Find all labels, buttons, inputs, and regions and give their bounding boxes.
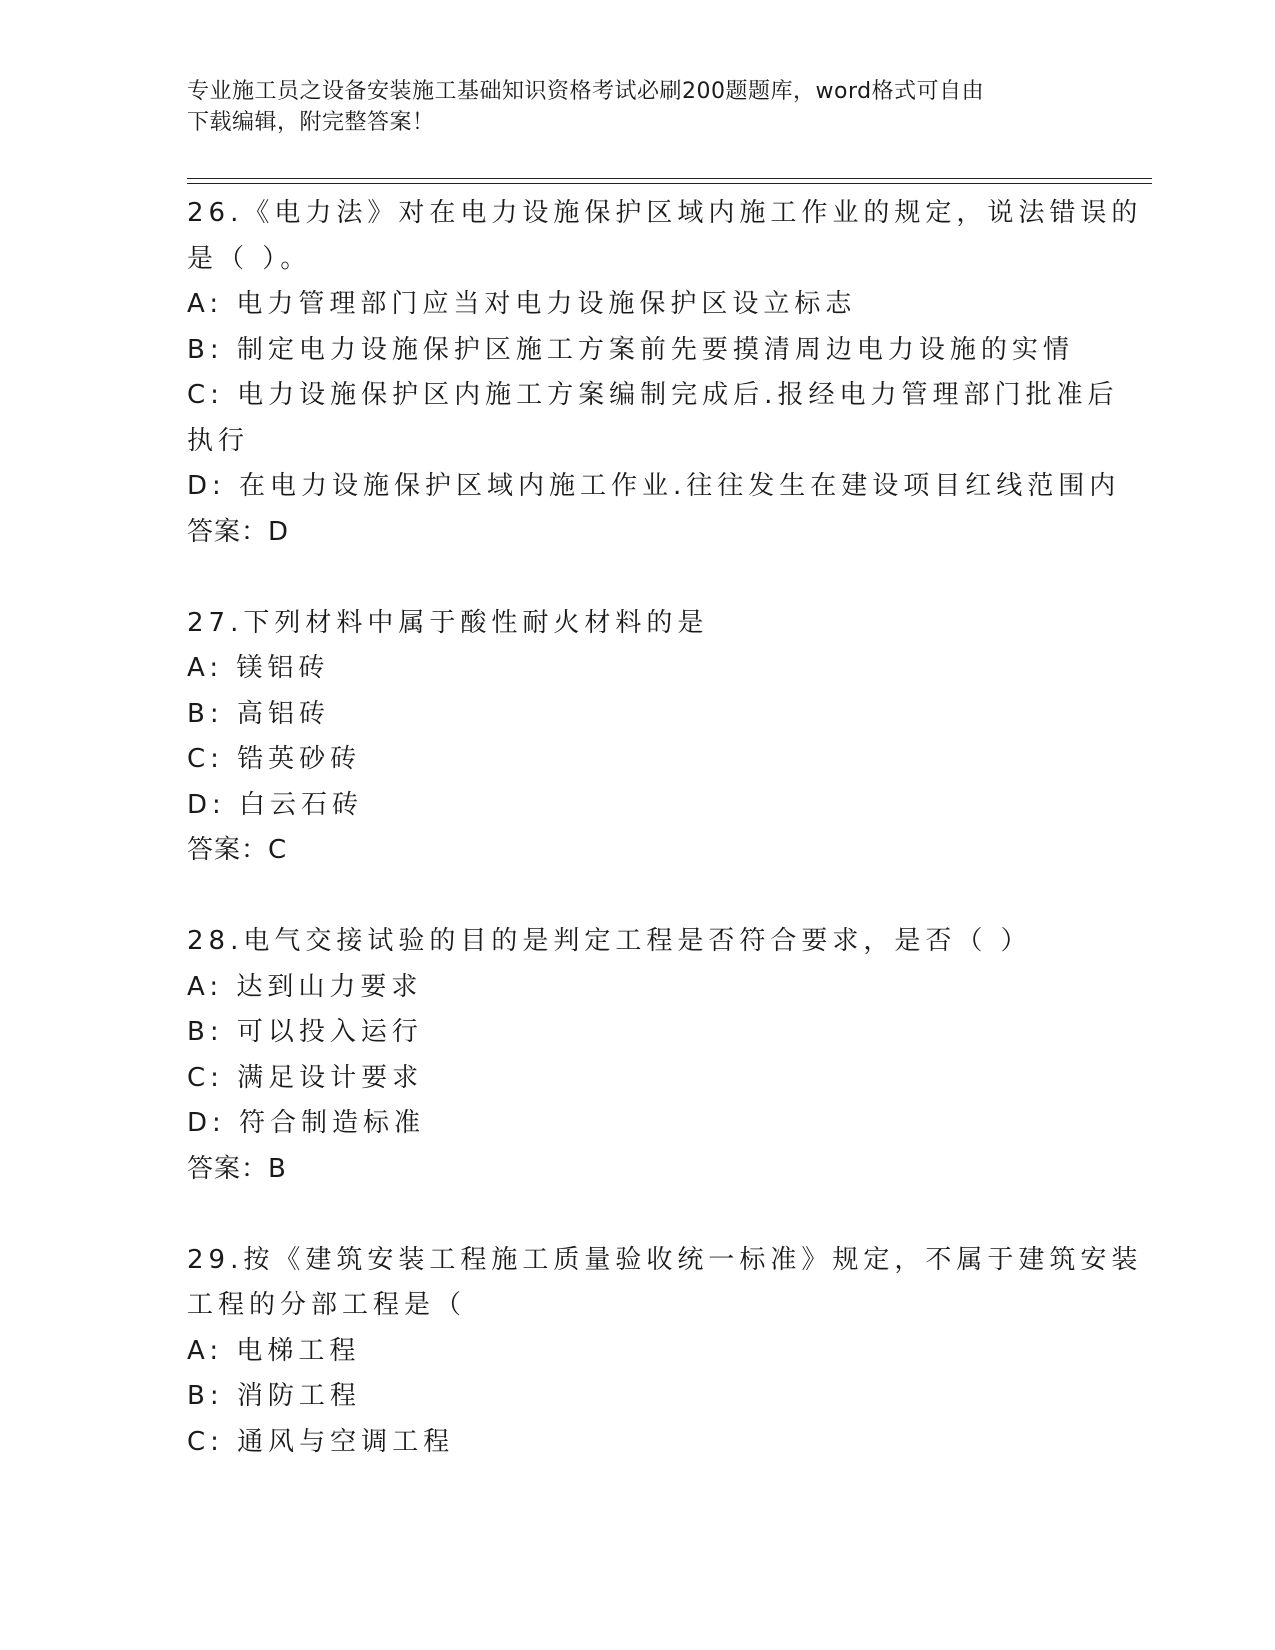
- header-divider-bottom: [187, 183, 1152, 184]
- question-stem-continued: 是（ ）。: [187, 243, 312, 274]
- option-c: C: 锆英砂砖: [187, 744, 362, 774]
- option-b: B: 可以投入运行: [187, 1017, 423, 1047]
- option-a: A: 电梯工程: [187, 1335, 361, 1366]
- header-divider-top: [187, 178, 1152, 179]
- spacer: [187, 874, 1087, 920]
- option-d: D: 在电力设施保护区域内施工作业.往往发生在建设项目红线范围内: [187, 471, 1121, 501]
- answer: 答案：B: [187, 1153, 287, 1184]
- question-list: [187, 191, 1143, 1465]
- document-header: [187, 76, 1067, 138]
- header-line-2: 下载编辑，附完整答案！: [187, 110, 435, 135]
- option-d: D: 符合制造标准: [187, 1108, 426, 1138]
- question-stem: 29.按《建筑安装工程施工质量验收统一标准》规定，不属于建筑安装: [187, 1244, 1143, 1275]
- option-a: A: 达到山力要求: [187, 971, 423, 1002]
- question-26: [187, 191, 1143, 555]
- question-28: [187, 919, 1087, 1192]
- header-line-1: 专业施工员之设备安装施工基础知识资格考试必刷200题题库，word格式可自由: [187, 79, 985, 104]
- answer: 答案：C: [187, 835, 288, 865]
- answer: 答案：D: [187, 516, 290, 547]
- option-c: C: 通风与空调工程: [187, 1426, 455, 1457]
- option-a: A: 镁铝砖: [187, 653, 330, 683]
- question-29: [187, 1238, 1143, 1466]
- question-stem: 28.电气交接试验的目的是判定工程是否符合要求，是否（ ）: [187, 926, 1032, 956]
- option-b: B: 制定电力设施保护区施工方案前先要摸清周边电力设施的实情: [187, 334, 1074, 365]
- question-stem-continued: 工程的分部工程是（: [187, 1290, 467, 1320]
- option-b: B: 高铝砖: [187, 698, 330, 729]
- question-stem: 27.下列材料中属于酸性耐火材料的是: [187, 607, 709, 638]
- question-stem: 26.《电力法》对在电力设施保护区域内施工作业的规定，说法错误的: [187, 198, 1143, 228]
- spacer: [187, 1192, 1087, 1238]
- option-a: A: 电力管理部门应当对电力设施保护区设立标志: [187, 289, 857, 319]
- option-d: D: 白云石砖: [187, 789, 364, 820]
- spacer: [187, 555, 1087, 601]
- option-c-continued: 执行: [187, 425, 250, 456]
- option-c: C: 满足设计要求: [187, 1062, 424, 1093]
- option-b: B: 消防工程: [187, 1381, 361, 1411]
- option-c: C: 电力设施保护区内施工方案编制完成后.报经电力管理部门批准后: [187, 380, 1119, 410]
- question-27: [187, 601, 1087, 874]
